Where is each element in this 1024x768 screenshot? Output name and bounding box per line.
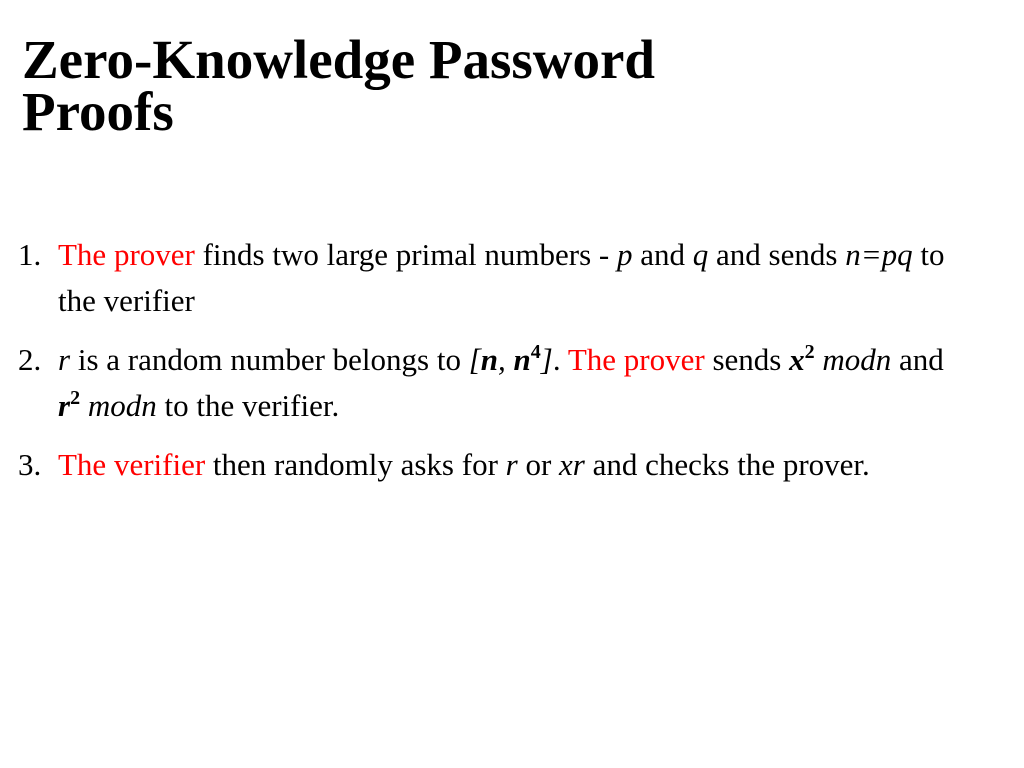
variable-x: x (789, 342, 805, 377)
step-number: 2. (18, 342, 42, 377)
exponent-4: 4 (530, 341, 541, 363)
step-text: . (552, 342, 568, 377)
variable-q: q (692, 237, 709, 272)
exponent-2: 2 (804, 341, 815, 363)
step-text: then randomly asks for (205, 447, 506, 482)
step-text: and (891, 342, 944, 377)
step-text: and (632, 237, 693, 272)
step-2 (18, 337, 958, 429)
modulus-n: modn (814, 342, 892, 377)
modulus-n: modn (80, 388, 157, 423)
variable-r: r (505, 447, 518, 482)
step-number: 1. (18, 237, 42, 272)
step-text: to the verifier. (156, 388, 340, 423)
highlighted-term: The verifier (58, 447, 206, 482)
step-text: and sends (708, 237, 846, 272)
slide-title-line-2: Proofs (22, 81, 174, 142)
interval-open: [ (468, 342, 481, 377)
step-3 (18, 442, 958, 488)
interval-close: ] (540, 342, 553, 377)
step-text: and checks the prover. (584, 447, 870, 482)
slide-title-line-1: Zero-Knowledge Password (22, 29, 655, 90)
variable-n: n (480, 342, 499, 377)
variable-r: r (58, 388, 71, 423)
step-text: or (517, 447, 560, 482)
variable-r: r (58, 342, 71, 377)
step-text: finds two large primal numbers - (194, 237, 618, 272)
step-number: 3. (18, 447, 42, 482)
slide-title (22, 29, 982, 142)
variable-xr: xr (559, 447, 585, 482)
proof-steps-list (18, 232, 958, 501)
expression-n-pq: n=pq (845, 237, 913, 272)
exponent-2: 2 (70, 387, 81, 409)
step-text: to the verifier (58, 237, 945, 318)
variable-n: n (513, 342, 531, 377)
step-text: sends (704, 342, 790, 377)
step-1 (18, 232, 958, 324)
highlighted-term: The prover (58, 237, 195, 272)
interval-comma: , (498, 342, 514, 377)
step-text: is a random number belongs to (70, 342, 469, 377)
variable-p: p (617, 237, 633, 272)
highlighted-term: The prover (567, 342, 705, 377)
